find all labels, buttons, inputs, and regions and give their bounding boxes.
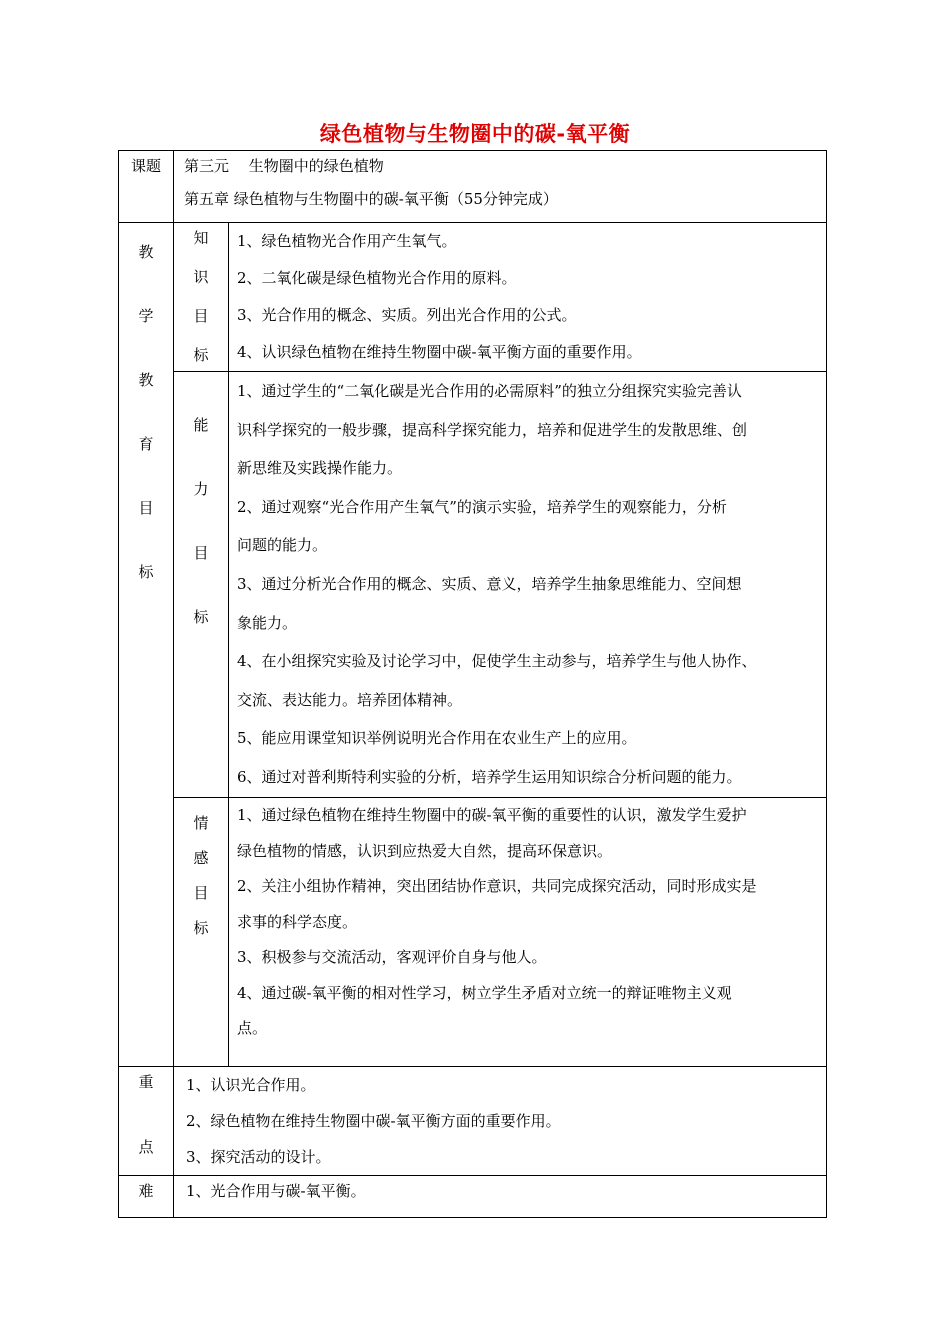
knowledge-goal-item: 3、光合作用的概念、实质。列出光合作用的公式。	[237, 306, 577, 324]
ability-goal-line: 问题的能力。	[237, 536, 328, 555]
key-points-cell	[174, 1067, 827, 1176]
lesson-plan-table	[118, 150, 827, 1218]
key-points-label-cell	[119, 1067, 174, 1176]
emotion-label-char: 情	[193, 814, 209, 832]
topic-content-cell	[174, 151, 827, 223]
ability-goal-line: 5、能应用课堂知识举例说明光合作用在农业生产上的应用。	[237, 729, 637, 748]
emotion-goal-line: 3、积极参与交流活动，客观评价自身与他人。	[237, 948, 547, 966]
topic-label-cell	[119, 151, 174, 223]
knowledge-label-char: 知	[193, 229, 209, 247]
knowledge-goal-item: 2、二氧化碳是绿色植物光合作用的原料。	[237, 269, 517, 287]
difficult-points-row	[119, 1176, 827, 1218]
ability-label-char: 能	[193, 416, 209, 434]
ability-goal-line: 识科学探究的一般步骤，提高科学探究能力，培养和促进学生的发散思维、创	[237, 420, 748, 439]
emotion-goals-row	[119, 798, 827, 1067]
topic-unit: 第三元 生物圈中的绿色植物	[184, 157, 384, 175]
teaching-goals-char: 学	[138, 307, 154, 325]
emotion-goal-line: 2、关注小组协作精神，突出团结协作意识，共同完成探究活动，同时形成实是	[237, 877, 757, 895]
difficult-points-label-cell	[119, 1176, 174, 1218]
ability-goals-row	[119, 372, 827, 798]
emotion-goal-line: 求事的科学态度。	[237, 912, 358, 931]
teaching-goals-char: 标	[138, 563, 154, 581]
key-point-item: 2、绿色植物在维持生物圈中碳-氧平衡方面的重要作用。	[186, 1112, 561, 1130]
ability-goal-line: 1、通过学生的“二氧化碳是光合作用的必需原料”的独立分组探究实验完善认	[237, 382, 742, 400]
page-title: 绿色植物与生物圈中的碳-氧平衡	[319, 122, 631, 146]
teaching-goals-char: 育	[138, 435, 154, 453]
topic-label: 课题	[130, 157, 161, 175]
difficult-points-label: 难	[138, 1182, 154, 1200]
knowledge-label-char: 标	[193, 346, 209, 364]
key-points-row	[119, 1067, 827, 1176]
ability-goal-line: 2、通过观察“光合作用产生氧气”的演示实验，培养学生的观察能力，分析	[237, 497, 727, 516]
emotion-goals-label-cell	[174, 798, 229, 1067]
knowledge-label-char: 目	[193, 307, 209, 325]
teaching-goals-char: 教	[138, 371, 154, 389]
key-points-char: 重	[138, 1073, 154, 1091]
teaching-goals-char: 教	[138, 243, 154, 261]
teaching-goals-label-cell	[119, 223, 174, 1067]
emotion-goal-line: 点。	[237, 1019, 268, 1037]
ability-goal-line: 4、在小组探究实验及讨论学习中，促使学生主动参与，培养学生与他人协作、	[237, 652, 757, 671]
difficult-point-item: 1、光合作用与碳-氧平衡。	[186, 1182, 366, 1200]
ability-goals-cell	[229, 372, 827, 798]
key-points-char: 点	[138, 1138, 154, 1156]
knowledge-goals-cell	[229, 223, 827, 372]
ability-goal-line: 新思维及实践操作能力。	[237, 459, 403, 478]
emotion-label-char: 目	[193, 884, 209, 902]
knowledge-goal-item: 4、认识绿色植物在维持生物圈中碳-氧平衡方面的重要作用。	[237, 343, 642, 361]
ability-goal-line: 交流、表达能力。培养团体精神。	[237, 690, 463, 709]
topic-chapter: 第五章 绿色植物与生物圈中的碳-氧平衡（55分钟完成）	[184, 190, 558, 208]
emotion-goal-line: 绿色植物的情感，认识到应热爱大自然，提高环保意识。	[237, 841, 613, 860]
emotion-goal-line: 4、通过碳-氧平衡的相对性学习，树立学生矛盾对立统一的辩证唯物主义观	[237, 983, 732, 1002]
emotion-label-char: 感	[193, 849, 209, 867]
knowledge-goal-item: 1、绿色植物光合作用产生氧气。	[237, 232, 457, 250]
knowledge-goals-label-cell	[174, 223, 229, 372]
emotion-label-char: 标	[193, 919, 209, 937]
teaching-goals-char: 目	[138, 499, 154, 517]
emotion-goal-line: 1、通过绿色植物在维持生物圈中的碳-氧平衡的重要性的认识，激发学生爱护	[237, 806, 747, 824]
ability-goals-label-cell	[174, 372, 229, 798]
topic-row	[119, 151, 827, 223]
key-point-item: 3、探究活动的设计。	[186, 1148, 331, 1166]
emotion-goals-cell	[229, 798, 827, 1067]
ability-label-char: 力	[193, 480, 209, 498]
ability-goal-line: 象能力。	[237, 613, 298, 632]
knowledge-goals-row	[119, 223, 827, 372]
knowledge-label-char: 识	[193, 268, 209, 286]
ability-label-char: 目	[193, 544, 209, 562]
ability-goal-line: 3、通过分析光合作用的概念、实质、意义，培养学生抽象思维能力、空间想	[237, 574, 742, 593]
key-point-item: 1、认识光合作用。	[186, 1076, 316, 1094]
ability-goal-line: 6、通过对普利斯特利实验的分析，培养学生运用知识综合分析问题的能力。	[237, 767, 742, 786]
ability-label-char: 标	[193, 608, 209, 626]
difficult-points-cell	[174, 1176, 827, 1218]
